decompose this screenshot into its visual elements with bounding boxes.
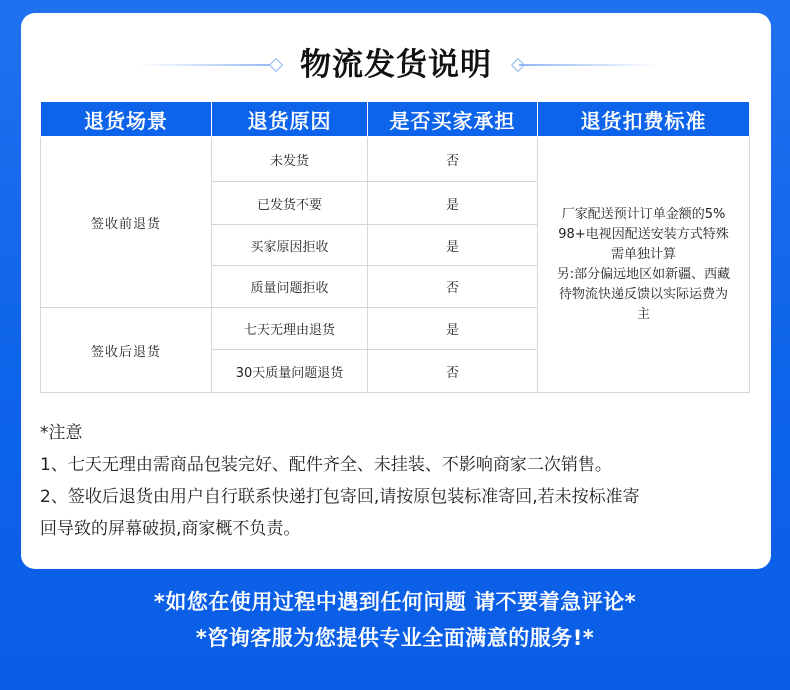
deduction-line: 主 xyxy=(636,306,650,322)
reason-cell: 质量问题拒收 xyxy=(212,266,368,308)
reason-cell: 未发货 xyxy=(212,137,368,182)
borne-cell: 否 xyxy=(368,350,538,393)
table-row xyxy=(41,137,750,182)
deduction-line: 另:部分偏远地区如新疆、西藏 xyxy=(556,266,731,282)
borne-cell: 是 xyxy=(368,308,538,350)
scene-before-signing: 签收前退货 xyxy=(41,137,212,308)
reason-cell: 七天无理由退货 xyxy=(212,308,368,350)
deduction-line: 厂家配送预计订单金额的5% xyxy=(561,206,726,222)
title-row xyxy=(21,45,771,85)
title-left-line xyxy=(139,64,279,66)
borne-cell: 否 xyxy=(368,137,538,182)
deduction-line: 98+电视因配送安装方式特殊 xyxy=(558,226,729,242)
return-policy-table xyxy=(40,102,750,393)
note-line-1: 1、七天无理由需商品包装完好、配件齐全、未挂装、不影响商家二次销售。 xyxy=(40,455,612,475)
note-line-2: 2、签收后退货由用户自行联系快递打包寄回,请按原包装标准寄回,若未按标准寄 xyxy=(40,487,640,507)
deduction-line: 待物流快递反馈以实际运费为 xyxy=(558,286,728,302)
borne-cell: 是 xyxy=(368,182,538,225)
borne-cell: 否 xyxy=(368,266,538,308)
info-card xyxy=(21,13,771,569)
footer-line-1: *如您在使用过程中遇到任何问题 请不要着急评论* xyxy=(153,590,637,614)
header-deduction: 退货扣费标准 xyxy=(538,102,750,137)
borne-cell: 是 xyxy=(368,225,538,266)
header-reason: 退货原因 xyxy=(212,102,368,137)
table-header-row xyxy=(41,102,750,137)
notes-section xyxy=(40,417,760,545)
title-right-line xyxy=(519,64,659,66)
scene-after-signing: 签收后退货 xyxy=(41,308,212,393)
header-scene: 退货场景 xyxy=(41,102,212,137)
footer-banner xyxy=(0,584,790,656)
footer-line-2: *咨询客服为您提供专业全面满意的服务!* xyxy=(195,626,595,650)
reason-cell: 买家原因拒收 xyxy=(212,225,368,266)
reason-cell: 30天质量问题退货 xyxy=(212,350,368,393)
note-line-3: 回导致的屏幕破损,商家概不负责。 xyxy=(40,519,301,539)
notes-heading: *注意 xyxy=(40,423,83,443)
page-title: 物流发货说明 xyxy=(300,47,492,83)
deduction-line: 需单独计算 xyxy=(610,246,676,262)
deduction-standard-cell xyxy=(538,137,750,393)
header-buyer-borne: 是否买家承担 xyxy=(368,102,538,137)
reason-cell: 已发货不要 xyxy=(212,182,368,225)
